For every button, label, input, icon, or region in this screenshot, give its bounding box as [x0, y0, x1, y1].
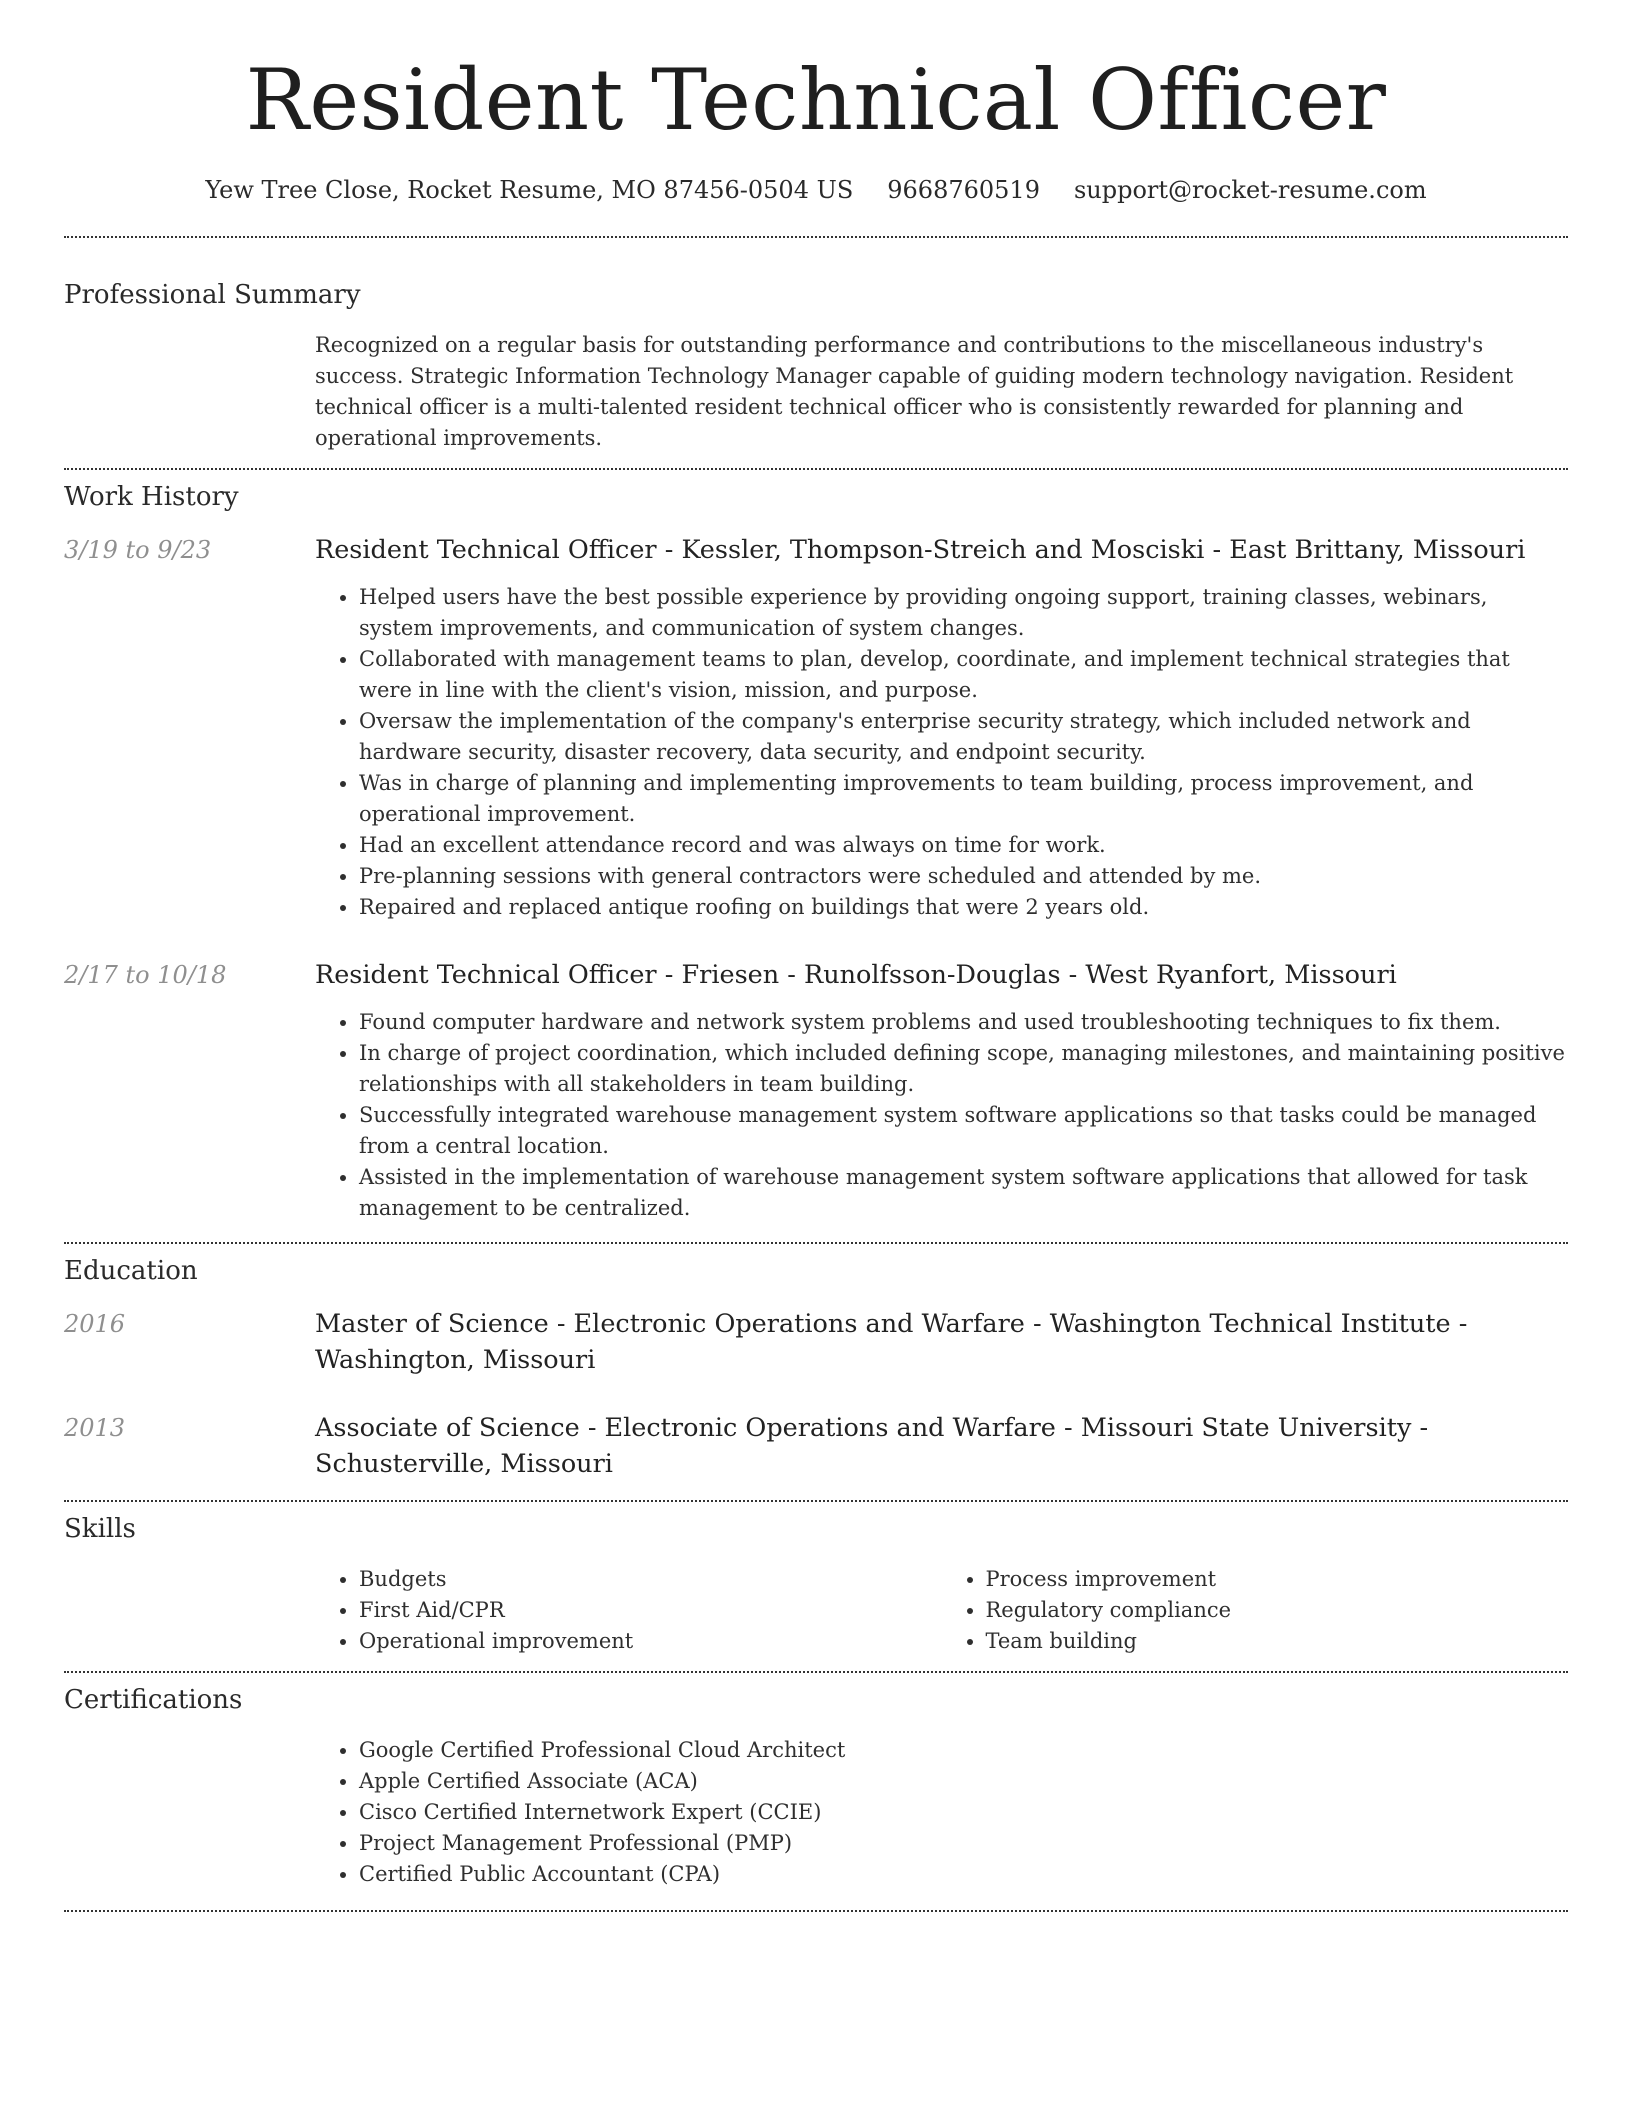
work-history-title: Work History — [64, 482, 239, 512]
job-entry — [64, 957, 1568, 1224]
list-item: • Successfully integrated warehouse management system software applications so that tasks could be managed from a central location. — [359, 1100, 1568, 1162]
list-item: • Google Certified Professional Cloud Architect — [359, 1735, 1568, 1766]
list-item: • Helped users have the best possible experience by providing ongoing support, training classes, webinars, system improvements, and communication of system changes. — [359, 582, 1568, 644]
candidate-name: Resident Technical Officer — [245, 51, 1387, 149]
skills-list-left — [315, 1564, 942, 1657]
job-dates: 3/19 to 9/23 — [64, 536, 212, 564]
contact-email: support@rocket-resume.com — [1073, 176, 1427, 204]
summary-title: Professional Summary — [64, 280, 361, 310]
list-item: • Budgets — [359, 1564, 942, 1595]
list-item: • Was in charge of planning and implementing improvements to team building, process improvement, and operational improvement. — [359, 768, 1568, 830]
education-section — [0, 1244, 1632, 1482]
list-item: • First Aid/CPR — [359, 1595, 942, 1626]
list-item: • Cisco Certified Internetwork Expert (CCIE) — [359, 1797, 1568, 1828]
job-heading: Resident Technical Officer - Kessler, Thompson-Streich and Mosciski - East Brittany, Missouri — [315, 535, 1526, 565]
certifications-section — [0, 1673, 1632, 1890]
job-entry — [64, 532, 1568, 923]
job-bullets — [315, 582, 1568, 923]
list-item: • Operational improvement — [359, 1626, 942, 1657]
contact-address: Yew Tree Close, Rocket Resume, MO 87456-0504 US — [205, 176, 854, 204]
education-title: Education — [64, 1256, 198, 1286]
list-item: • Apple Certified Associate (ACA) — [359, 1766, 1568, 1797]
certifications-title: Certifications — [64, 1685, 243, 1715]
list-item: • Pre-planning sessions with general contractors were scheduled and attended by me. — [359, 861, 1568, 892]
education-year: 2016 — [64, 1310, 126, 1338]
list-item: • Oversaw the implementation of the company's enterprise security strategy, which included network and hardware security, disaster recovery, data security, and endpoint security. — [359, 706, 1568, 768]
resume-header — [0, 0, 1632, 204]
education-heading: Associate of Science - Electronic Operations and Warfare - Missouri State University - Schusterville, Missouri — [315, 1413, 1429, 1479]
job-bullets — [315, 1007, 1568, 1224]
list-item: • Process improvement — [986, 1564, 1569, 1595]
job-dates: 2/17 to 10/18 — [64, 961, 227, 989]
certifications-list — [315, 1735, 1568, 1890]
job-heading: Resident Technical Officer - Friesen - Runolfsson-Douglas - West Ryanfort, Missouri — [315, 960, 1397, 990]
skills-title: Skills — [64, 1514, 136, 1544]
contact-line — [0, 176, 1632, 204]
skills-list-right — [942, 1564, 1569, 1657]
list-item: • Team building — [986, 1626, 1569, 1657]
list-item: • Found computer hardware and network system problems and used troubleshooting techniques to fix them. — [359, 1007, 1568, 1038]
education-heading: Master of Science - Electronic Operations and Warfare - Washington Technical Institute - Washington, Missouri — [315, 1309, 1468, 1375]
section-divider — [64, 1910, 1568, 1912]
list-item: • Collaborated with management teams to plan, develop, coordinate, and implement technical strategies that were in line with the client's vision, mission, and purpose. — [359, 644, 1568, 706]
education-entry — [64, 1306, 1568, 1378]
education-entry — [64, 1410, 1568, 1482]
education-year: 2013 — [64, 1414, 126, 1442]
work-history-section — [0, 470, 1632, 1224]
list-item: • Project Management Professional (PMP) — [359, 1828, 1568, 1859]
contact-phone: 9668760519 — [887, 176, 1040, 204]
list-item: • In charge of project coordination, which included defining scope, managing milestones, and maintaining positive relationships with all stakeholders in team building. — [359, 1038, 1568, 1100]
list-item: • Repaired and replaced antique roofing on buildings that were 2 years old. — [359, 892, 1568, 923]
skills-section — [0, 1502, 1632, 1657]
list-item: • Had an excellent attendance record and was always on time for work. — [359, 830, 1568, 861]
list-item: • Certified Public Accountant (CPA) — [359, 1859, 1568, 1890]
list-item: • Assisted in the implementation of warehouse management system software applications that allowed for task management to be centralized. — [359, 1162, 1568, 1224]
summary-section — [0, 238, 1632, 454]
list-item: • Regulatory compliance — [986, 1595, 1569, 1626]
summary-text: Recognized on a regular basis for outstanding performance and contributions to the miscellaneous industry's success. Strategic Information Technology Manager capable of guiding modern technology navigation. Resident technical officer is a multi-talented resident technical officer who is consistently rewarded for planning and operational improvements. — [315, 333, 1514, 450]
